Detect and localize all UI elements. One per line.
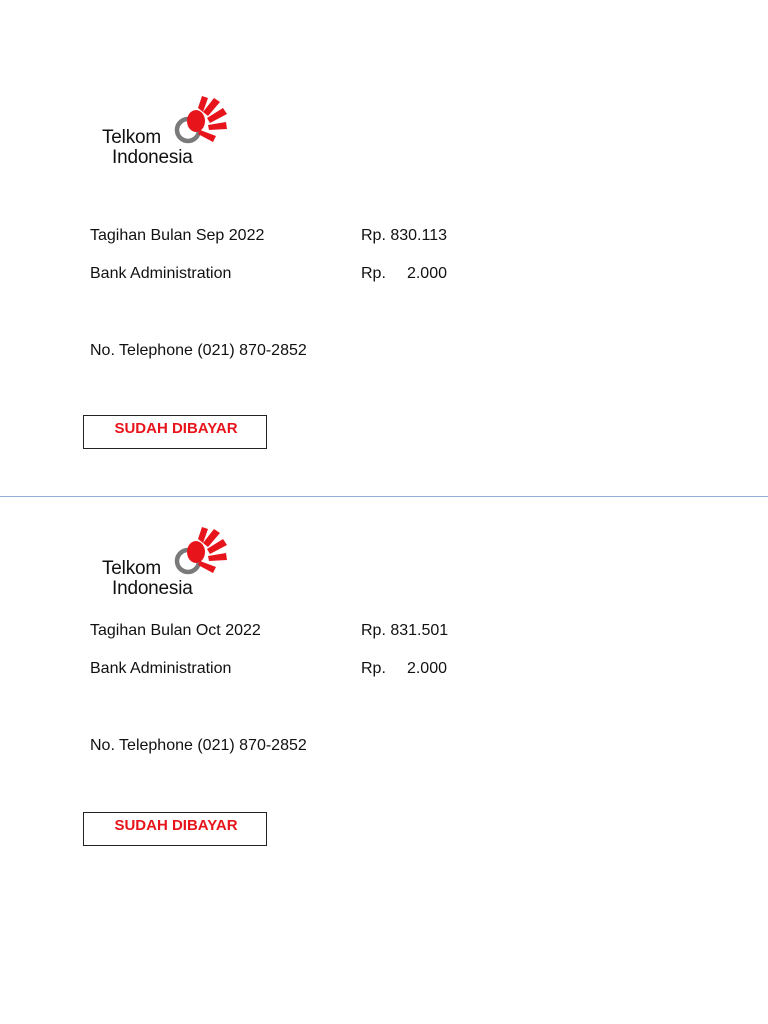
phone-number: No. Telephone (021) 870-2852 — [90, 342, 307, 359]
status-text: SUDAH DIBAYAR — [114, 420, 238, 437]
phone-number: No. Telephone (021) 870-2852 — [90, 737, 307, 754]
status-text: SUDAH DIBAYAR — [114, 817, 238, 834]
bill-period-amount: Rp. 831.501 — [361, 622, 449, 639]
status-stamp — [83, 415, 267, 449]
telkom-logo — [96, 94, 236, 174]
status-stamp — [83, 812, 267, 846]
bank-admin-row — [90, 262, 490, 286]
bill-section-sep-2022 — [0, 0, 768, 496]
bank-admin-label: Bank Administration — [90, 265, 232, 282]
bill-period-amount: Rp. 830.113 — [361, 227, 447, 244]
bank-admin-row — [90, 657, 490, 681]
bill-period-label: Tagihan Bulan Oct 2022 — [90, 622, 261, 639]
bank-admin-currency: Rp. — [361, 265, 386, 282]
telkom-logo — [96, 525, 236, 605]
bank-admin-amount: 2.000 — [406, 660, 447, 677]
bank-admin-amount: 2.000 — [406, 265, 447, 282]
telkom-hand-icon — [170, 94, 236, 150]
bill-section-oct-2022 — [0, 497, 768, 1024]
logo-text-telkom: Telkom — [102, 127, 161, 148]
phone-row — [90, 734, 490, 758]
bank-admin-currency: Rp. — [361, 660, 386, 677]
bank-admin-label: Bank Administration — [90, 660, 232, 677]
logo-text-indonesia: Indonesia — [112, 147, 193, 168]
logo-text-telkom: Telkom — [102, 558, 161, 579]
telkom-hand-icon — [170, 525, 236, 581]
bill-amount-row — [90, 619, 490, 643]
bill-amount-row — [90, 224, 490, 248]
bill-period-label: Tagihan Bulan Sep 2022 — [90, 227, 265, 244]
phone-row — [90, 339, 490, 363]
logo-text-indonesia: Indonesia — [112, 578, 193, 599]
